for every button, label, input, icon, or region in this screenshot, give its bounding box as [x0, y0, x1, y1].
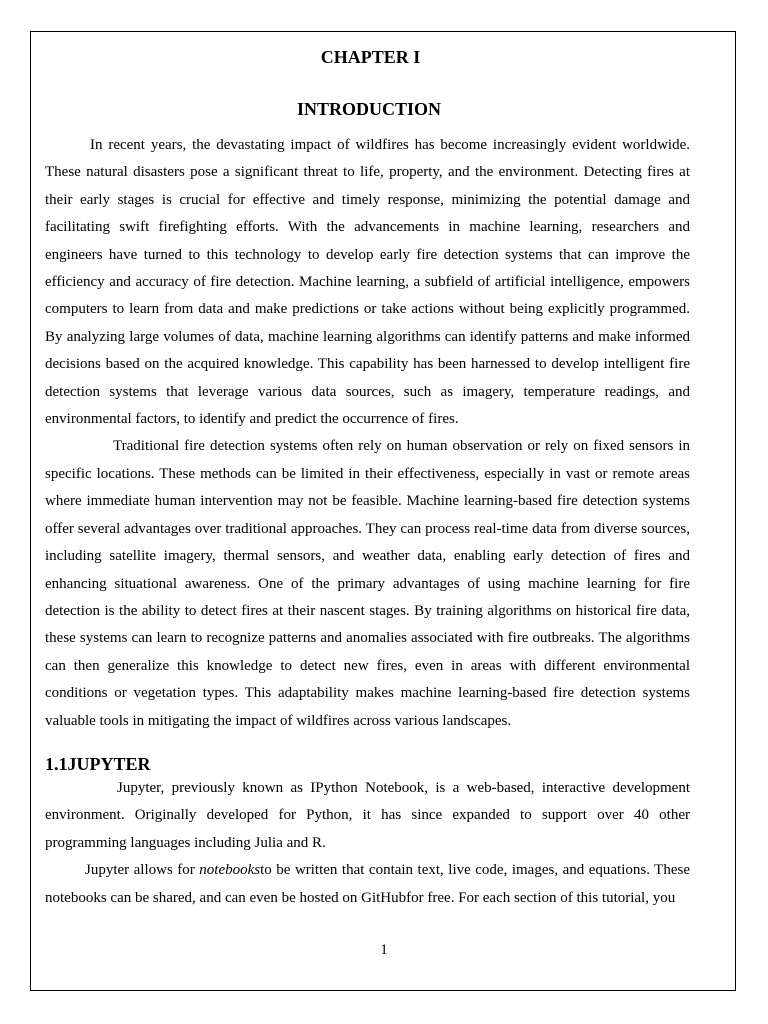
jupyter-paragraph-1: Jupyter, previously known as IPython Notebook, is a web-based, interactive development environment. Originally developed for Python, it has since expanded to support over 40 other programming languages including Julia and R. [45, 779, 690, 851]
jupyter-paragraph-2-end: to be written that contain text, live code, images, and equations. These notebooks can be shared, and can even be hosted on GitHubfor free. For each section of this tutorial, you [45, 862, 690, 906]
chapter-title: INTRODUCTION [296, 99, 442, 119]
page-number: 1 [380, 942, 388, 958]
page-content [45, 40, 690, 912]
chapter-label: CHAPTER I [320, 47, 421, 67]
section-heading-jupyter: 1.1JUPYTER [45, 753, 151, 774]
jupyter-paragraph-2-start: Jupyter allows for [85, 862, 200, 879]
jupyter-paragraph-2 [45, 857, 690, 912]
notebooks-italic-term: notebooks [199, 862, 261, 879]
intro-paragraph-1: In recent years, the devastating impact of wildfires has become increasingly evident worldwide. These natural disasters pose a significant threat to life, property, and the environment. Detecting fires at their early stages is crucial for effective and timely response, minimizing the potential damage and facilitating swift firefighting efforts. With the advancements in machine learning, researchers and engineers have turned to this technology to develop early fire detection systems that can improve the efficiency and accuracy of fire detection. Machine learning, a subfield of artificial intelligence, empowers computers to learn from data and make predictions or take actions without being explicitly programmed. By analyzing large volumes of data, machine learning algorithms can identify patterns and make informed decisions based on the acquired knowledge. This capability has been harnessed to develop intelligent fire detection systems that leverage various data sources, such as imagery, temperature readings, and environmental factors, to identify and predict the occurrence of fires. [45, 137, 690, 428]
intro-paragraph-2: Traditional fire detection systems often rely on human observation or rely on fixed sensors in specific locations. These methods can be limited in their effectiveness, especially in vast or remote areas where immediate human intervention may not be feasible. Machine learning-based fire detection systems offer several advantages over traditional approaches. They can process real-time data from diverse sources, including satellite imagery, thermal sensors, and weather data, enabling early detection of fires and enhancing situational awareness. One of the primary advantages of using machine learning for fire detection is the ability to detect fires at their nascent stages. By training algorithms on historical fire data, these systems can learn to recognize patterns and anomalies associated with fire outbreaks. The algorithms can then generalize this knowledge to detect new fires, even in areas with different environmental conditions or vegetation types. This adaptability makes machine learning-based fire detection systems valuable tools in mitigating the impact of wildfires across various landscapes. [45, 438, 690, 729]
